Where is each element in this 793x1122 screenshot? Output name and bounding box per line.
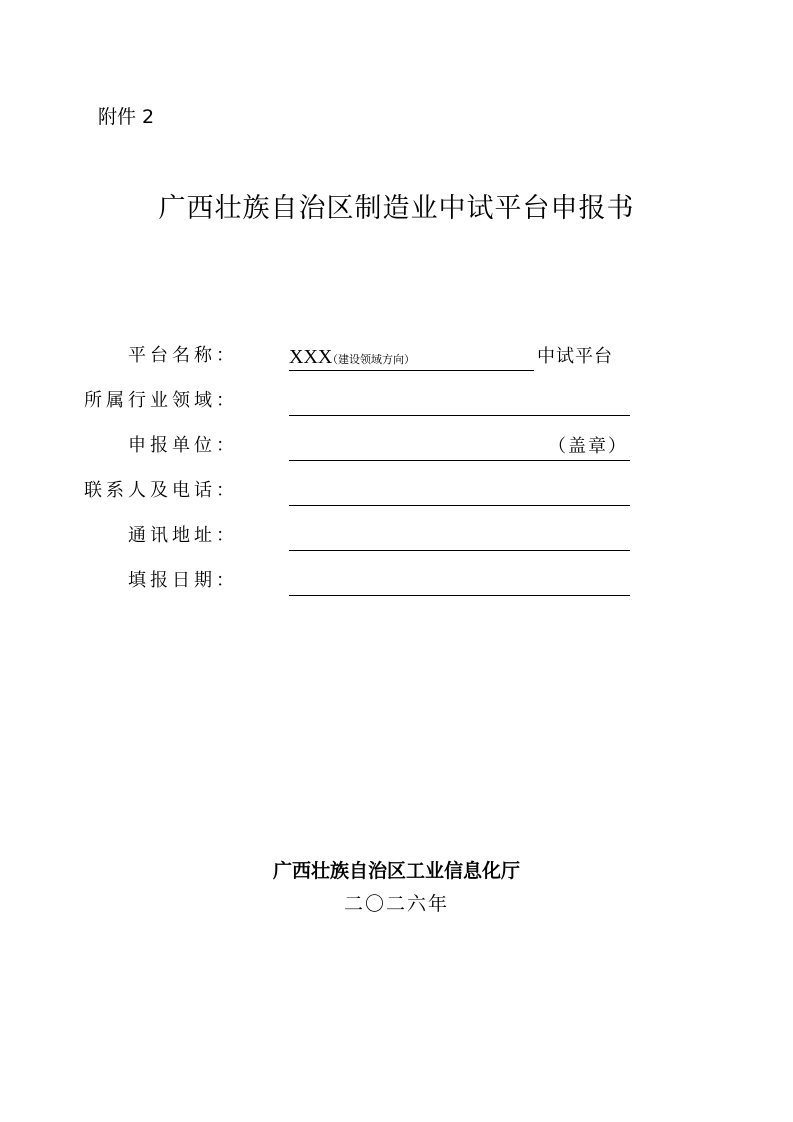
platform-name-suffix: 中试平台 bbox=[537, 346, 613, 367]
address-underline bbox=[289, 550, 630, 551]
platform-name-label: 平台名称： bbox=[128, 345, 238, 366]
seal-note: （盖章） bbox=[548, 436, 628, 457]
applicant-unit-row bbox=[0, 425, 793, 465]
applicant-unit-label: 申报单位： bbox=[128, 435, 238, 456]
industry-field-label: 所属行业领域： bbox=[84, 390, 238, 411]
contact-underline bbox=[289, 505, 630, 506]
applicant-unit-underline bbox=[289, 460, 630, 461]
address-row bbox=[0, 515, 793, 555]
issue-year: 二〇二六年 bbox=[343, 893, 449, 915]
document-title: 广西壮族自治区制造业中试平台申报书 bbox=[158, 193, 635, 224]
issuing-authority: 广西壮族自治区工业信息化厅 bbox=[272, 860, 520, 882]
industry-field-input[interactable] bbox=[289, 386, 630, 416]
platform-name-underline bbox=[289, 370, 534, 371]
attachment-label: 附件 2 bbox=[98, 106, 155, 128]
contact-row bbox=[0, 470, 793, 510]
platform-name-field[interactable] bbox=[289, 341, 630, 371]
fill-date-underline bbox=[289, 595, 630, 596]
platform-name-row bbox=[0, 335, 793, 375]
industry-field-row bbox=[0, 380, 793, 420]
fill-date-label: 填报日期： bbox=[128, 570, 238, 591]
industry-field-underline bbox=[289, 415, 630, 416]
fill-date-input[interactable] bbox=[289, 566, 630, 596]
platform-name-prefix: XXX bbox=[289, 346, 333, 368]
contact-input[interactable] bbox=[289, 476, 630, 506]
contact-label: 联系人及电话： bbox=[84, 480, 238, 501]
address-input[interactable] bbox=[289, 521, 630, 551]
fill-date-row bbox=[0, 560, 793, 600]
address-label: 通讯地址： bbox=[128, 525, 238, 546]
platform-name-hint: （建设领域方向） bbox=[327, 353, 415, 366]
applicant-unit-input[interactable] bbox=[289, 431, 630, 461]
